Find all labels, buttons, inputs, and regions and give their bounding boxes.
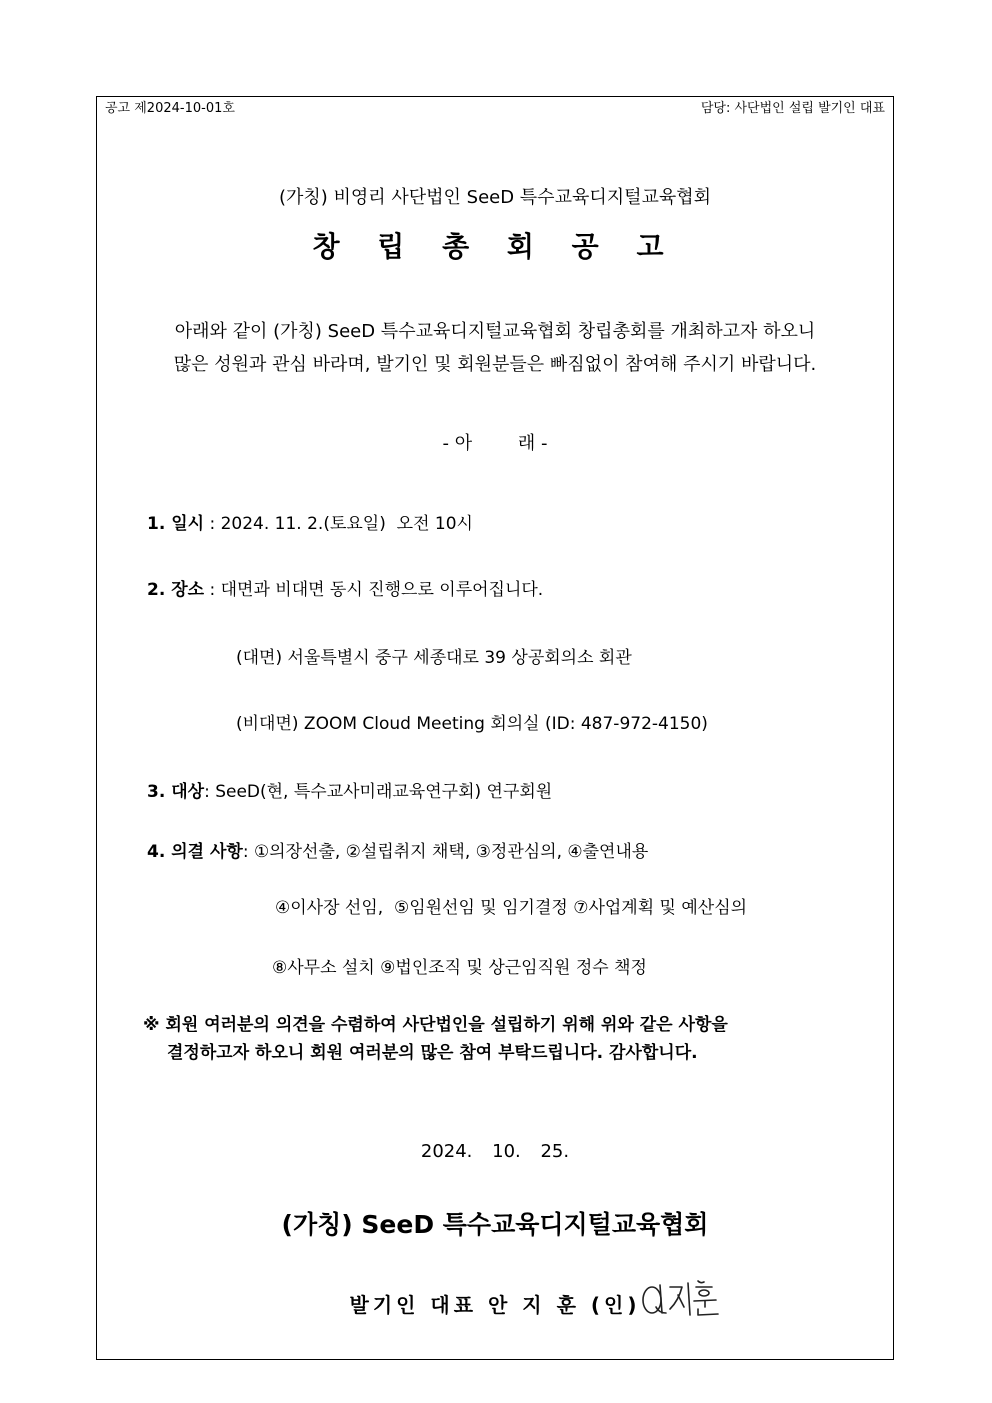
representative-line: 발기인 대표 안 지 훈 (인): [349, 1293, 641, 1317]
intro-paragraph: [97, 315, 893, 381]
item-date: [147, 509, 473, 534]
item-place-label: 2. 장소: [147, 580, 205, 600]
item-agenda: [147, 837, 648, 862]
contact-info: 담당: 사단법인 설립 발기인 대표: [700, 101, 885, 116]
organization-line: (가칭) 비영리 사단법인 SeeD 특수교육디지털교육협회: [278, 187, 712, 208]
below-mark: - 아 래 -: [442, 433, 548, 454]
item-date-label: 1. 일시: [147, 514, 205, 534]
item-place: [147, 575, 543, 600]
signature-image: [640, 1273, 722, 1321]
item-agenda-line-2: ④이사장 선임, ⑤임원선임 및 임기결정 ⑦사업계획 및 예산심의: [275, 898, 748, 918]
item-place-value: : 대면과 비대면 동시 진행으로 이루어집니다.: [204, 580, 544, 600]
item-date-value: : 2024. 11. 2.(토요일) 오전 10시: [204, 514, 473, 534]
closing-note-line-1: ※ 회원 여러분의 의견을 수렴하여 사단법인을 설립하기 위해 위와 같은 사항을: [143, 1015, 728, 1035]
closing-note-line-2: 결정하고자 하오니 회원 여러분의 많은 참여 부탁드립니다. 감사합니다.: [167, 1043, 698, 1063]
issue-date: 2024. 10. 25.: [420, 1141, 570, 1162]
item-agenda-line-3: ⑧사무소 설치 ⑨법인조직 및 상근임직원 정수 책정: [272, 958, 647, 978]
item-target-label: 3. 대상: [147, 782, 205, 802]
item-place-online: (비대면) ZOOM Cloud Meeting 회의실 (ID: 487-972-4150): [236, 714, 708, 734]
page-title: 창 립 총 회 공 고: [312, 230, 678, 263]
notice-number: 공고 제2024-10-01호: [105, 101, 235, 116]
association-name: (가칭) SeeD 특수교육디지털교육협회: [281, 1210, 709, 1239]
item-place-offline: (대면) 서울특별시 중구 세종대로 39 상공회의소 회관: [236, 648, 632, 668]
intro-line-1: 아래와 같이 (가칭) SeeD 특수교육디지털교육협회 창립총회를 개최하고자 하오니: [174, 321, 816, 342]
closing-note: [143, 1011, 873, 1067]
item-target: [147, 777, 552, 802]
item-target-value: : SeeD(현, 특수교사미래교육연구회) 연구회원: [204, 782, 553, 802]
intro-line-2: 많은 성원과 관심 바라며, 발기인 및 회원분들은 빠짐없이 참여해 주시기 바랍니다.: [173, 354, 817, 375]
item-agenda-line-1: : ①의장선출, ②설립취지 채택, ③정관심의, ④출연내용: [242, 842, 649, 862]
notice-frame: [96, 96, 894, 1360]
item-agenda-label: 4. 의결 사항: [147, 842, 243, 862]
